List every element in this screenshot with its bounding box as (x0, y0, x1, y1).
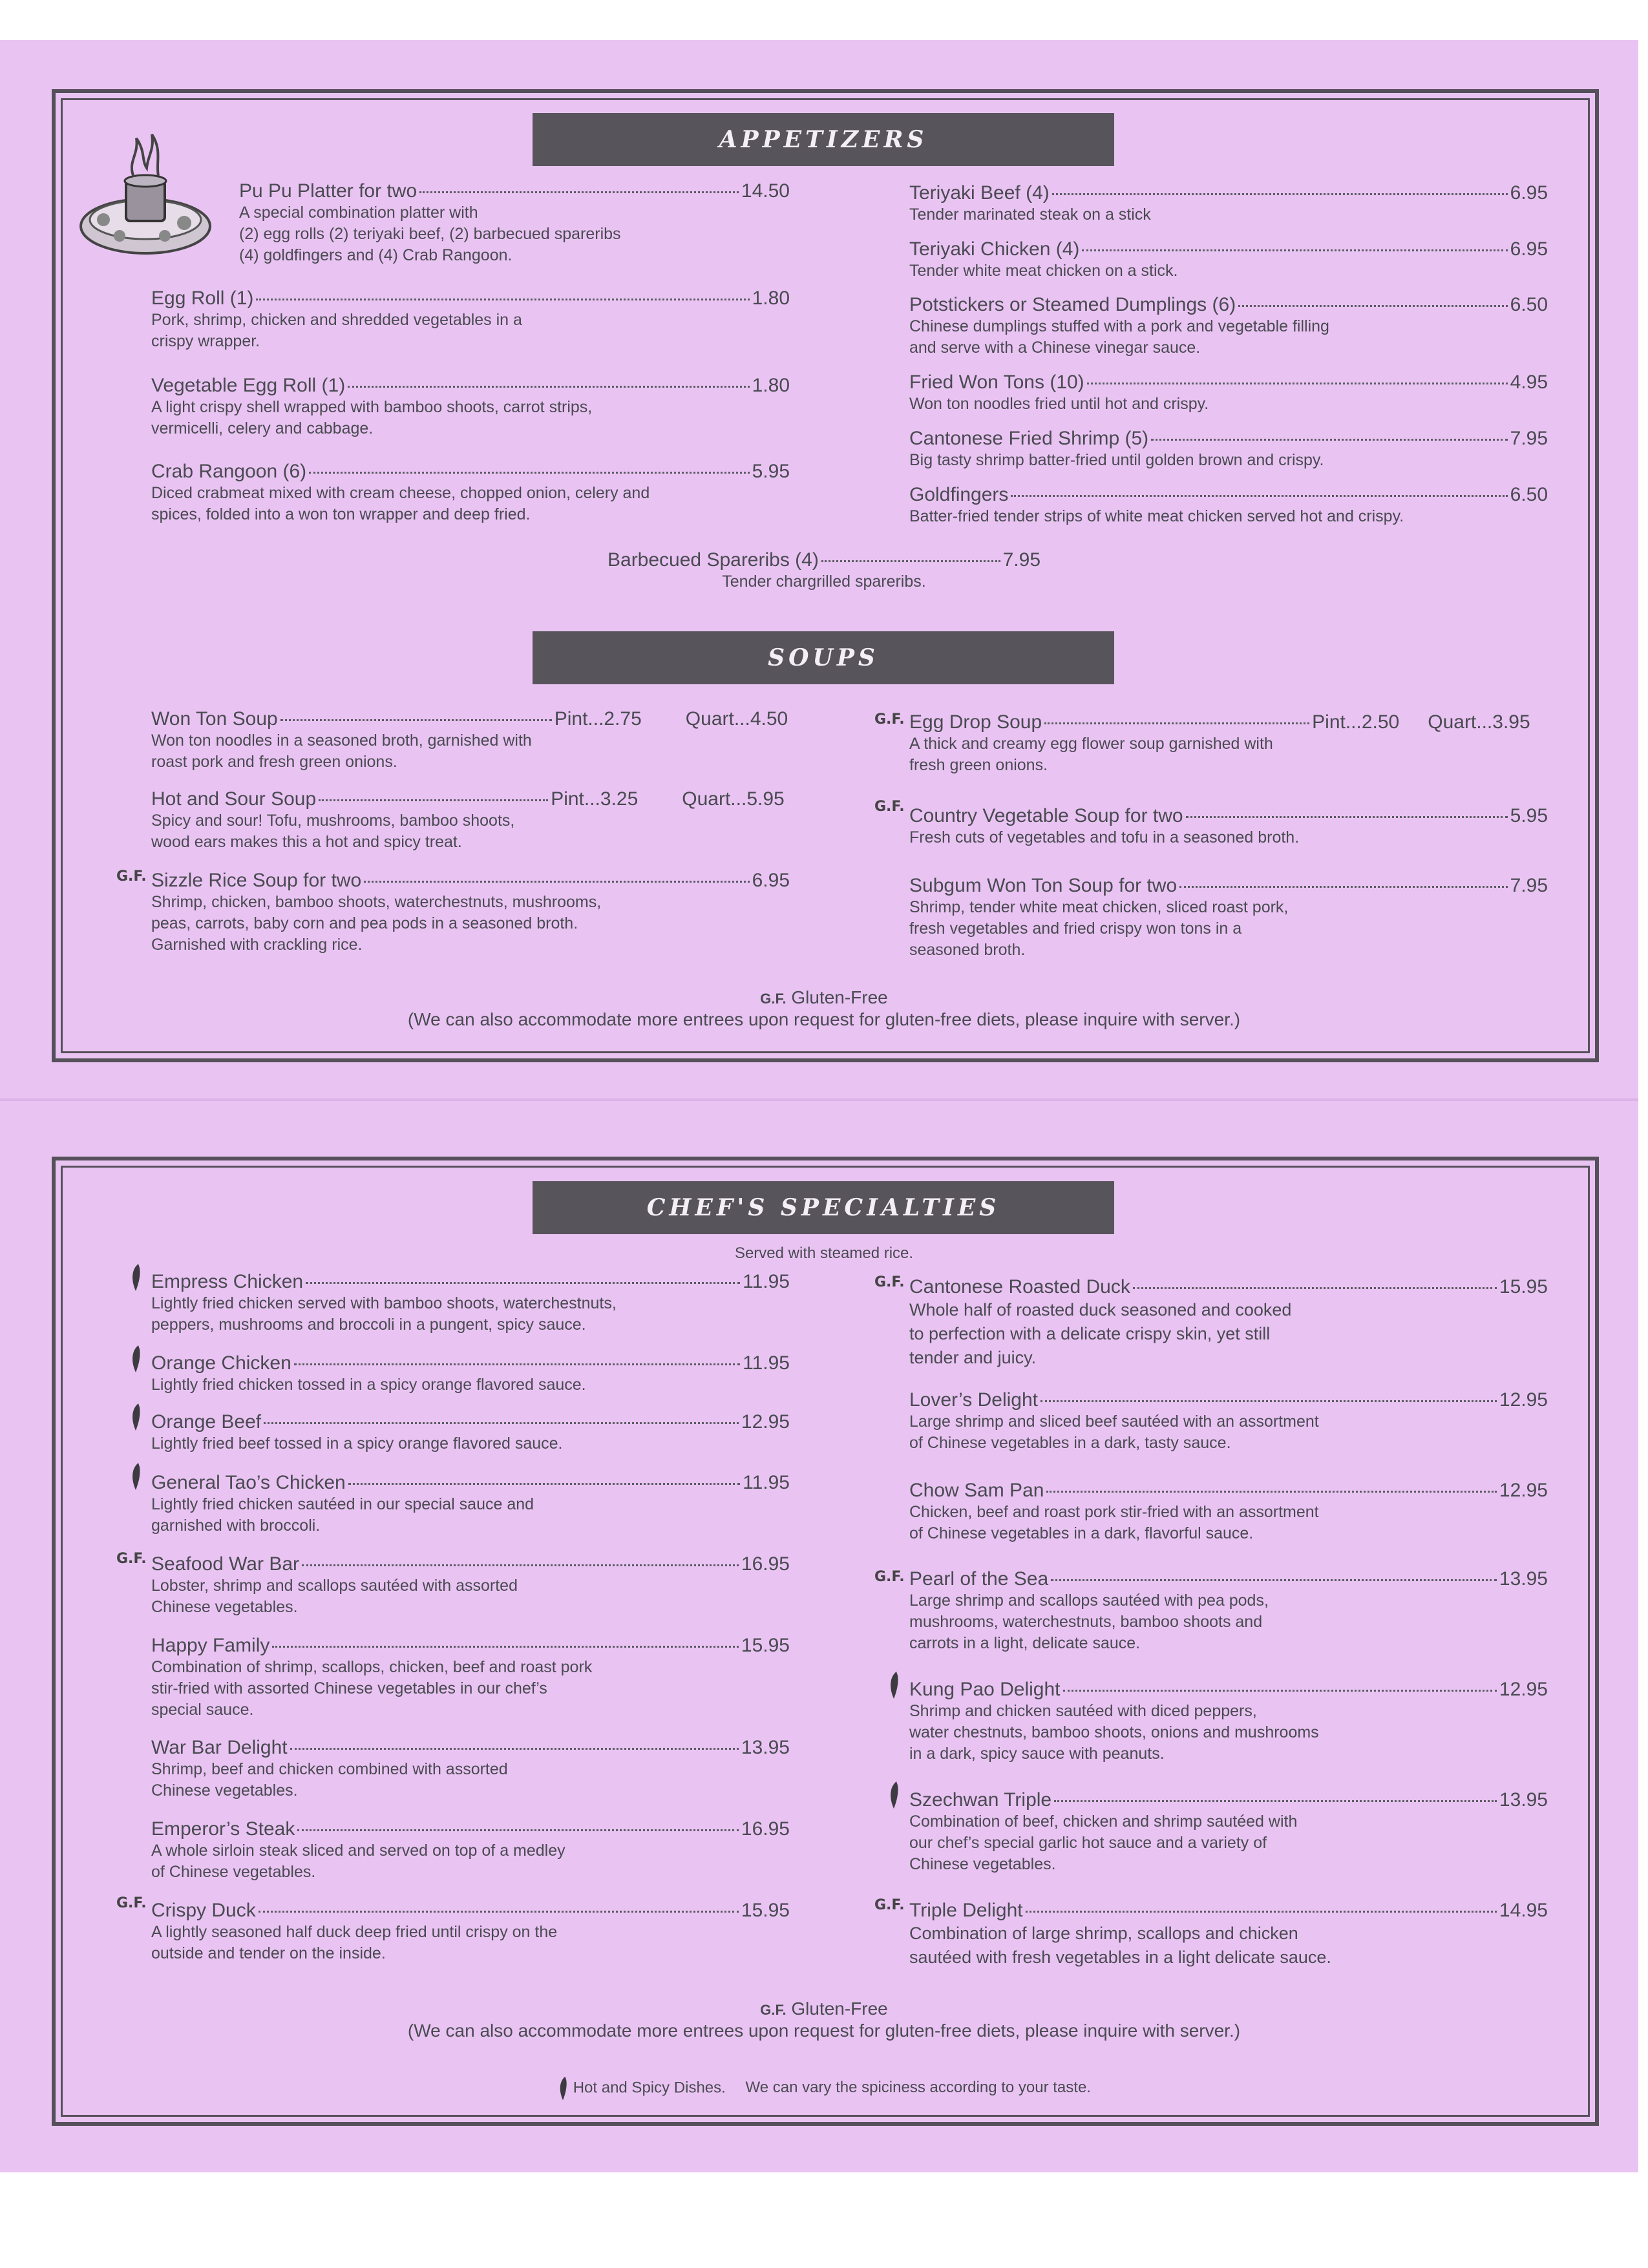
menu-item-lovers-delight (909, 1389, 1548, 1454)
menu-item-pupu-platter (239, 180, 790, 266)
item-name: Pu Pu Platter for two (239, 180, 417, 202)
item-desc: Spicy and sour! Tofu, mushrooms, bamboo shoots, (151, 812, 515, 830)
item-price: 7.95 (1510, 875, 1548, 896)
gluten-free-marker: G.F. (116, 868, 147, 885)
item-price: 15.95 (1499, 1276, 1548, 1297)
item-desc: Lightly fried chicken sautéed in our special sauce and (151, 1495, 534, 1513)
quart-price: Quart...4.50 (685, 708, 788, 730)
menu-item-triple-delight (909, 1900, 1548, 1969)
menu-item-kung-pao-delight (909, 1679, 1548, 1765)
item-desc: Lightly fried chicken tossed in a spicy orange flavored sauce. (151, 1376, 586, 1394)
item-name: Cantonese Roasted Duck (909, 1276, 1130, 1297)
chefs-specialties-banner: CHEF'S SPECIALTIES (533, 1181, 1114, 1234)
menu-item-barbecued-spareribs (607, 549, 1041, 593)
menu-item-empress-chicken (151, 1271, 790, 1336)
fold-line (0, 1098, 1638, 1101)
menu-item-goldfingers (909, 484, 1548, 527)
item-name: Cantonese Fried Shrimp (5) (909, 428, 1149, 449)
item-name: Chow Sam Pan (909, 1480, 1044, 1501)
item-desc: Shrimp, beef and chicken combined with assorted (151, 1760, 508, 1778)
soups-banner: SOUPS (533, 631, 1114, 684)
menu-item-egg-drop-soup (909, 711, 1548, 776)
item-name: Happy Family (151, 1635, 270, 1656)
item-desc: Diced crabmeat mixed with cream cheese, chopped onion, celery and (151, 484, 650, 502)
item-desc: Shrimp, tender white meat chicken, sliced roast pork, (909, 898, 1289, 916)
item-desc: Whole half of roasted duck seasoned and cooked (909, 1300, 1292, 1319)
item-desc: Shrimp and chicken sautéed with diced peppers, (909, 1702, 1257, 1720)
item-desc: peas, carrots, baby corn and pea pods in a seasoned broth. (151, 914, 578, 932)
gluten-free-note: (We can also accommodate more entrees upon request for gluten-free diets, please inquire with server.) (407, 1009, 1241, 1029)
hot-pepper-icon (129, 1344, 142, 1374)
item-desc: mushrooms, waterchestnuts, bamboo shoots and (909, 1613, 1263, 1631)
item-name: Emperor’s Steak (151, 1818, 295, 1840)
chefs-subtitle: Served with steamed rice. (734, 1244, 914, 1262)
item-name: Won Ton Soup (151, 708, 278, 730)
item-price: 12.95 (1499, 1389, 1548, 1411)
gluten-free-note: (We can also accommodate more entrees upon request for gluten-free diets, please inquire with server.) (407, 2021, 1241, 2041)
item-desc: Tender chargrilled spareribs. (722, 572, 926, 591)
gluten-free-text: Gluten-Free (791, 987, 888, 1007)
item-name: Pearl of the Sea (909, 1568, 1049, 1590)
pint-price: Pint...3.25 (551, 788, 639, 810)
hot-pepper-icon (129, 1263, 142, 1292)
item-name: Barbecued Spareribs (4) (607, 549, 819, 571)
item-desc: (2) egg rolls (2) teriyaki beef, (2) barbecued spareribs (239, 225, 621, 243)
menu-item-chow-sam-pan (909, 1480, 1548, 1544)
item-price: 7.95 (1510, 428, 1548, 449)
menu-item-sizzle-rice-soup (151, 870, 790, 956)
item-name: Crispy Duck (151, 1900, 256, 1921)
item-desc: Won ton noodles fried until hot and crispy. (909, 395, 1209, 413)
menu-item-country-vegetable-soup (909, 805, 1548, 848)
item-desc: Lightly fried beef tossed in a spicy orange flavored sauce. (151, 1434, 563, 1453)
item-price: 7.95 (1002, 549, 1041, 571)
item-desc: sautéed with fresh vegetables in a light delicate sauce. (909, 1948, 1331, 1967)
item-desc: outside and tender on the inside. (151, 1944, 386, 1962)
item-desc: A special combination platter with (239, 204, 478, 222)
item-desc: special sauce. (151, 1701, 254, 1719)
item-desc: Big tasty shrimp batter-fried until golden brown and crispy. (909, 451, 1324, 469)
item-desc: Lightly fried chicken served with bamboo shoots, waterchestnuts, (151, 1294, 617, 1312)
item-name: Crab Rangoon (6) (151, 461, 307, 482)
gluten-free-legend (0, 987, 1648, 1008)
gluten-free-legend (0, 1999, 1648, 2019)
item-name: Sizzle Rice Soup for two (151, 870, 362, 891)
item-desc: Chinese vegetables. (151, 1598, 298, 1616)
menu-item-orange-beef (151, 1411, 790, 1454)
menu-item-teriyaki-chicken (909, 238, 1548, 282)
item-desc: Tender marinated steak on a stick (909, 205, 1151, 224)
item-name: Teriyaki Chicken (4) (909, 238, 1080, 260)
item-name: War Bar Delight (151, 1737, 288, 1758)
item-price: 11.95 (743, 1352, 790, 1374)
item-desc: Chicken, beef and roast pork stir-fried with an assortment (909, 1503, 1319, 1521)
item-desc: of Chinese vegetables in a dark, tasty sauce. (909, 1434, 1231, 1452)
item-desc: A lightly seasoned half duck deep fried until crispy on the (151, 1923, 558, 1941)
item-name: Seafood War Bar (151, 1553, 299, 1575)
pint-price: Pint...2.75 (554, 708, 642, 730)
hot-pepper-icon (557, 2075, 569, 2101)
menu-item-seafood-war-bar (151, 1553, 790, 1618)
item-price: 16.95 (741, 1553, 790, 1575)
item-price: 11.95 (743, 1472, 790, 1493)
hot-pot-icon (74, 129, 229, 265)
item-price: 6.50 (1510, 294, 1548, 315)
menu-item-teriyaki-beef (909, 182, 1548, 226)
item-price: 5.95 (752, 461, 790, 482)
item-desc: Fresh cuts of vegetables and tofu in a seasoned broth. (909, 828, 1300, 846)
spicy-note: Hot and Spicy Dishes. (573, 2079, 726, 2097)
hot-pepper-icon (887, 1780, 900, 1810)
spicy-note-2: We can vary the spiciness according to your taste. (745, 2079, 1091, 2097)
item-desc: Shrimp, chicken, bamboo shoots, waterchestnuts, mushrooms, (151, 893, 602, 911)
item-desc: A thick and creamy egg flower soup garnished with (909, 735, 1273, 753)
pint-price: Pint...2.50 (1312, 711, 1400, 733)
gluten-free-label: G.F. (760, 991, 787, 1007)
item-price: 11.95 (743, 1271, 790, 1292)
item-price: 16.95 (741, 1818, 790, 1840)
item-price: 4.95 (1510, 372, 1548, 393)
item-price: 14.50 (741, 180, 790, 202)
item-desc: Chinese vegetables. (151, 1781, 298, 1800)
menu-item-potstickers (909, 294, 1548, 359)
item-desc: garnished with broccoli. (151, 1517, 321, 1535)
gluten-free-marker: G.F. (874, 1569, 905, 1585)
item-desc: carrots in a light, delicate sauce. (909, 1634, 1141, 1652)
item-desc: water chestnuts, bamboo shoots, onions and mushrooms (909, 1723, 1319, 1741)
item-name: Empress Chicken (151, 1271, 304, 1292)
item-desc: in a dark, spicy sauce with peanuts. (909, 1745, 1165, 1763)
item-desc: to perfection with a delicate crispy skin, yet still (909, 1324, 1271, 1343)
item-desc: (4) goldfingers and (4) Crab Rangoon. (239, 246, 512, 264)
item-name: Egg Roll (1) (151, 288, 254, 309)
item-desc: Won ton noodles in a seasoned broth, garnished with (151, 731, 532, 750)
item-desc: of Chinese vegetables. (151, 1863, 316, 1881)
item-name: Egg Drop Soup (909, 711, 1042, 733)
item-desc: roast pork and fresh green onions. (151, 753, 397, 771)
item-price: 6.95 (752, 870, 790, 891)
item-desc: Batter-fried tender strips of white meat chicken served hot and crispy. (909, 507, 1404, 525)
item-price: 15.95 (741, 1635, 790, 1656)
item-desc: Large shrimp and sliced beef sautéed with an assortment (909, 1412, 1319, 1431)
menu-item-happy-family (151, 1635, 790, 1721)
item-desc: Pork, shrimp, chicken and shredded vegetables in a (151, 311, 522, 329)
gluten-free-marker: G.F. (874, 711, 905, 728)
item-name: Goldfingers (909, 484, 1009, 505)
item-desc: stir-fried with assorted Chinese vegetables in our chef’s (151, 1679, 547, 1697)
item-desc: Tender white meat chicken on a stick. (909, 262, 1178, 280)
item-desc: Large shrimp and scallops sautéed with pea pods, (909, 1591, 1269, 1610)
menu-item-crab-rangoon (151, 461, 790, 525)
menu-item-egg-roll (151, 288, 790, 352)
gluten-free-marker: G.F. (874, 1897, 905, 1913)
item-name: Hot and Sour Soup (151, 788, 317, 810)
item-name: Lover’s Delight (909, 1389, 1038, 1411)
menu-item-general-taos-chicken (151, 1472, 790, 1537)
item-desc: our chef’s special garlic hot sauce and a variety of (909, 1834, 1267, 1852)
item-desc: fresh vegetables and fried crispy won tons in a (909, 919, 1242, 938)
hot-pepper-icon (129, 1402, 142, 1432)
menu-item-hot-sour-soup (151, 788, 790, 853)
item-name: Subgum Won Ton Soup for two (909, 875, 1178, 896)
item-desc: Chinese vegetables. (909, 1855, 1056, 1873)
quart-price: Quart...3.95 (1428, 711, 1530, 733)
item-price: 6.95 (1510, 238, 1548, 260)
menu-item-emperors-steak (151, 1818, 790, 1883)
menu-item-won-ton-soup (151, 708, 790, 773)
item-desc: spices, folded into a won ton wrapper and deep fried. (151, 505, 531, 523)
gluten-free-text: Gluten-Free (791, 1999, 888, 2019)
gluten-free-label: G.F. (760, 2002, 787, 2018)
menu-item-vegetable-egg-roll (151, 375, 790, 439)
item-name: Teriyaki Beef (4) (909, 182, 1050, 204)
item-name: Country Vegetable Soup for two (909, 805, 1183, 826)
menu-item-subgum-won-ton-soup (909, 875, 1548, 961)
item-desc: of Chinese vegetables in a dark, flavorful sauce. (909, 1524, 1254, 1542)
menu-item-war-bar-delight (151, 1737, 790, 1801)
item-desc: A light crispy shell wrapped with bamboo shoots, carrot strips, (151, 398, 593, 416)
item-desc: Chinese dumplings stuffed with a pork and vegetable filling (909, 317, 1329, 335)
item-desc: vermicelli, celery and cabbage. (151, 419, 374, 437)
menu-item-crispy-duck (151, 1900, 790, 1964)
gluten-free-marker: G.F. (874, 1274, 905, 1290)
item-price: 15.95 (741, 1900, 790, 1921)
item-price: 6.95 (1510, 182, 1548, 204)
hot-pepper-icon (129, 1462, 142, 1491)
menu-item-cantonese-fried-shrimp (909, 428, 1548, 471)
item-desc: peppers, mushrooms and broccoli in a pungent, spicy sauce. (151, 1316, 586, 1334)
item-price: 5.95 (1510, 805, 1548, 826)
item-name: General Tao’s Chicken (151, 1472, 346, 1493)
quart-price: Quart...5.95 (682, 788, 785, 810)
menu-item-fried-won-tons (909, 372, 1548, 415)
item-name: Vegetable Egg Roll (1) (151, 375, 346, 396)
item-desc: seasoned broth. (909, 941, 1026, 959)
item-desc: Combination of large shrimp, scallops and chicken (909, 1924, 1298, 1943)
item-desc: A whole sirloin steak sliced and served on top of a medley (151, 1842, 565, 1860)
item-price: 13.95 (1499, 1568, 1548, 1590)
item-name: Potstickers or Steamed Dumplings (6) (909, 294, 1236, 315)
item-desc: tender and juicy. (909, 1348, 1037, 1367)
gluten-free-marker: G.F. (116, 1551, 147, 1567)
gluten-free-marker: G.F. (874, 799, 905, 815)
spicy-legend (0, 2075, 1648, 2101)
item-name: Szechwan Triple (909, 1789, 1052, 1811)
menu-item-orange-chicken (151, 1352, 790, 1396)
item-price: 12.95 (741, 1411, 790, 1433)
item-desc: Combination of beef, chicken and shrimp sautéed with (909, 1812, 1298, 1831)
hot-pepper-icon (887, 1670, 900, 1700)
item-name: Orange Beef (151, 1411, 262, 1433)
menu-item-szechwan-triple (909, 1789, 1548, 1875)
appetizers-banner: APPETIZERS (533, 113, 1114, 166)
item-name: Triple Delight (909, 1900, 1023, 1921)
item-name: Fried Won Tons (10) (909, 372, 1084, 393)
item-name: Kung Pao Delight (909, 1679, 1061, 1700)
item-price: 14.95 (1499, 1900, 1548, 1921)
item-desc: wood ears makes this a hot and spicy treat. (151, 833, 462, 851)
item-price: 12.95 (1499, 1679, 1548, 1700)
item-name: Orange Chicken (151, 1352, 291, 1374)
item-desc: Garnished with crackling rice. (151, 936, 363, 954)
item-price: 12.95 (1499, 1480, 1548, 1501)
item-desc: Combination of shrimp, scallops, chicken, beef and roast pork (151, 1658, 593, 1676)
item-price: 1.80 (752, 375, 790, 396)
item-price: 13.95 (741, 1737, 790, 1758)
item-price: 13.95 (1499, 1789, 1548, 1811)
gluten-free-marker: G.F. (116, 1895, 147, 1911)
menu-item-pearl-of-the-sea (909, 1568, 1548, 1654)
item-desc: crispy wrapper. (151, 332, 260, 350)
item-desc: Lobster, shrimp and scallops sautéed with assorted (151, 1577, 518, 1595)
item-desc: and serve with a Chinese vinegar sauce. (909, 339, 1201, 357)
item-price: 1.80 (752, 288, 790, 309)
menu-item-cantonese-roasted-duck (909, 1276, 1548, 1370)
item-desc: fresh green onions. (909, 756, 1048, 774)
item-price: 6.50 (1510, 484, 1548, 505)
